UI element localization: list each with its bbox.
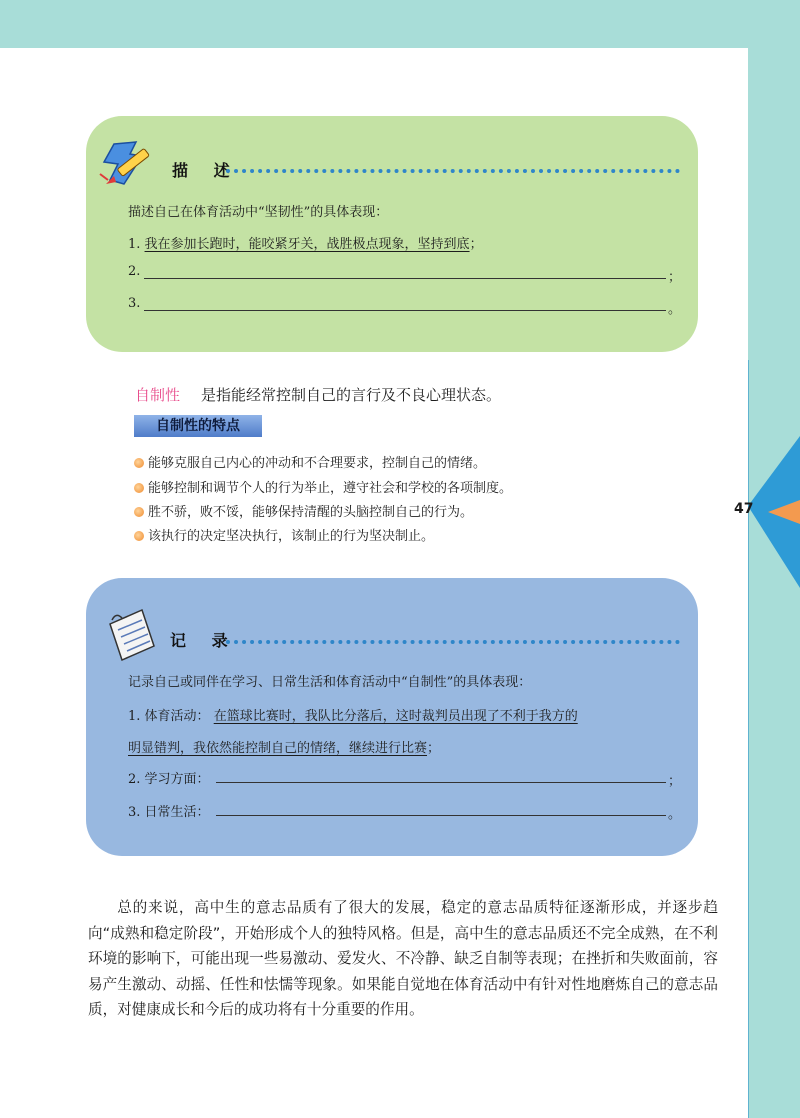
record-line-1a	[128, 705, 578, 724]
line-end: ；	[469, 237, 483, 252]
top-band	[0, 0, 800, 48]
record-answer-1b[interactable]: 明显错判，我依然能控制自己的情绪，继续进行比赛	[128, 741, 428, 756]
describe-line-2-number: 2.	[128, 264, 141, 279]
bullet-dot-icon	[134, 483, 144, 493]
record-blank-2[interactable]	[216, 782, 666, 783]
definition-term: 自制性	[135, 386, 181, 404]
describe-line-1	[128, 233, 483, 252]
notepad-icon	[104, 606, 160, 664]
describe-dots	[226, 169, 680, 173]
bullet-dot-icon	[134, 458, 144, 468]
describe-title: 描 述	[172, 161, 240, 180]
bullet-dot-icon	[134, 507, 144, 517]
page-number: 47	[734, 501, 754, 517]
record-answer-1a[interactable]: 在篮球比赛时，我队比分落后，这时裁判员出现了不利于我方的	[213, 709, 578, 724]
record-dots	[226, 640, 680, 644]
feature-item: 胜不骄，败不馁，能够保持清醒的头脑控制自己的行为。	[134, 501, 473, 520]
record-label-3: 3. 日常生活：	[128, 805, 210, 820]
feature-item: 能够克服自己内心的冲动和不合理要求，控制自己的情绪。	[134, 452, 486, 471]
describe-answer-1[interactable]: 我在参加长跑时，能咬紧牙关，战胜极点现象，坚持到底	[144, 237, 470, 252]
record-title: 记 录	[170, 631, 238, 650]
line-number: 1.	[128, 237, 141, 252]
record-line-1b	[128, 737, 440, 756]
describe-line-2-end: ；	[668, 270, 682, 285]
describe-line-3-number: 3.	[128, 296, 141, 311]
record-label-1: 1. 体育活动：	[128, 709, 210, 724]
record-blank-3[interactable]	[216, 815, 666, 816]
describe-blank-2[interactable]	[144, 278, 666, 279]
record-line-2-end: ；	[668, 774, 682, 789]
describe-line-3-end: 。	[668, 302, 682, 317]
page-tab-arrow	[768, 500, 800, 524]
feature-item: 能够控制和调节个人的行为举止，遵守社会和学校的各项制度。	[134, 477, 512, 496]
record-label-2: 2. 学习方面：	[128, 772, 210, 787]
features-heading: 自制性的特点	[134, 415, 262, 437]
describe-prompt: 描述自己在体育活动中“坚韧性”的具体表现：	[128, 205, 389, 220]
line-end: ；	[427, 741, 441, 756]
definition-body: 是指能经常控制自己的言行及不良心理状态。	[201, 386, 502, 404]
record-prompt: 记录自己或同伴在学习、日常生活和体育活动中“自制性”的具体表现：	[128, 675, 532, 690]
describe-blank-3[interactable]	[144, 310, 666, 311]
record-line-3-end: 。	[668, 807, 682, 822]
pencil-icon	[96, 140, 160, 190]
bullet-dot-icon	[134, 531, 144, 541]
summary-paragraph: 总的来说，高中生的意志品质有了很大的发展，稳定的意志品质特征逐渐形成，并逐步趋向“成熟和稳定阶段”，开始形成个人的独特风格。但是，高中生的意志品质还不完全成熟，在不利环境的影响下，可能出现一些易激动、爱发火、不冷静、缺乏自制等表现；在挫折和失败面前，容易产生激动、动摇、任性和怯懦等现象。如果能自觉地在体育活动中有针对性地磨炼自己的意志品质，对健康成长和今后的成功将有十分重要的作用。	[88, 899, 718, 1018]
feature-item: 该执行的决定坚决执行，该制止的行为坚决制止。	[134, 525, 434, 544]
